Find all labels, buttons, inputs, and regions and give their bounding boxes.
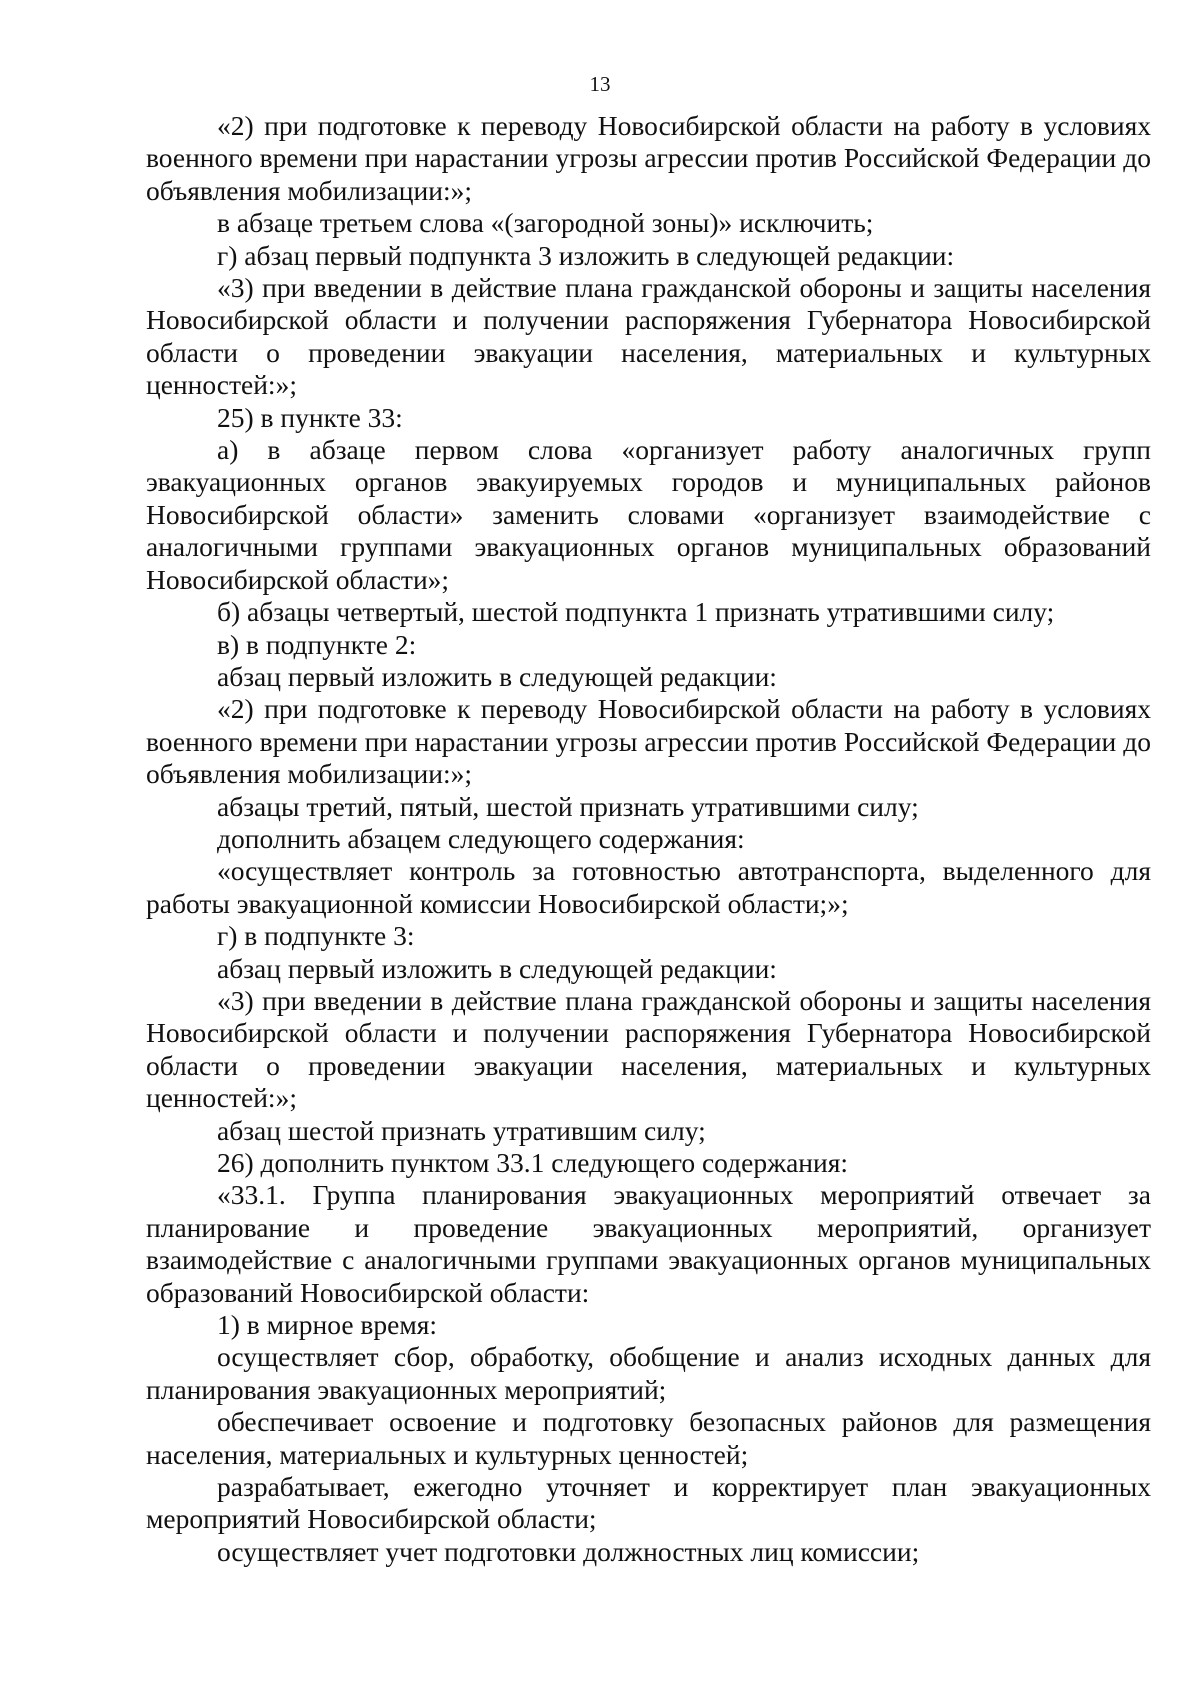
paragraph: г) в подпункте 3: [217,920,415,952]
paragraph: «33.1. Группа планирования эвакуационных мероприятий отвечает за планирование и проведение эвакуационных мероприятий, организует взаимодействие с аналогичными группами эвакуационных органов муниципальных образований Новосибирской области: [146,1179,1151,1308]
paragraph: 1) в мирное время: [217,1309,438,1341]
paragraph: «3) при введении в действие плана гражданской обороны и защиты населения Новосибирской области и получении распоряжения Губернатора Новосибирской области о проведении эвакуации населения, материальных и культурных ценностей:»; [146,272,1151,401]
paragraph: абзацы третий, пятый, шестой признать утратившими силу; [217,790,919,822]
paragraph: «2) при подготовке к переводу Новосибирской области на работу в условиях военного времени при нарастании угрозы агрессии против Российской Федерации до объявления мобилизации:»; [146,693,1151,790]
paragraph: осуществляет сбор, обработку, обобщение и анализ исходных данных для планирования эвакуационных мероприятий; [146,1341,1151,1405]
paragraph: в абзаце третьем слова «(загородной зоны)» исключить; [217,207,874,239]
paragraph: обеспечивает освоение и подготовку безопасных районов для размещения населения, материальных и культурных ценностей; [146,1406,1151,1470]
paragraph: б) абзацы четвертый, шестой подпункта 1 признать утратившими силу; [217,596,1055,628]
paragraph: дополнить абзацем следующего содержания: [217,822,745,854]
page-number: 13 [589,72,611,96]
paragraph: в) в подпункте 2: [217,628,417,660]
paragraph: осуществляет учет подготовки должностных лиц комиссии; [217,1535,920,1567]
paragraph: разрабатывает, ежегодно уточняет и корректирует план эвакуационных мероприятий Новосибирской области; [146,1471,1151,1535]
document-body [146,110,1151,1568]
paragraph: абзац первый изложить в следующей редакции: [217,660,777,692]
paragraph: «2) при подготовке к переводу Новосибирской области на работу в условиях военного времени при нарастании угрозы агрессии против Российской Федерации до объявления мобилизации:»; [146,110,1151,206]
paragraph: 25) в пункте 33: [217,401,403,433]
paragraph: а) в абзаце первом слова «организует работу аналогичных групп эвакуационных органов эвакуируемых городов и муниципальных районов Новосибирской области» заменить словами «организует взаимодействие с аналогичными группами эвакуационных органов муниципальных образований Новосибирской области»; [146,434,1151,595]
paragraph: г) абзац первый подпункта 3 изложить в следующей редакции: [217,239,955,271]
paragraph: абзац шестой признать утратившим силу; [217,1114,706,1146]
paragraph: 26) дополнить пунктом 33.1 следующего содержания: [217,1147,849,1178]
paragraph: «3) при введении в действие плана гражданской обороны и защиты населения Новосибирской области и получении распоряжения Губернатора Новосибирской области о проведении эвакуации населения, материальных и культурных ценностей:»; [146,984,1151,1114]
paragraph: абзац первый изложить в следующей редакции: [217,952,777,984]
paragraph: «осуществляет контроль за готовностью автотранспорта, выделенного для работы эвакуационной комиссии Новосибирской области;»; [146,855,1151,919]
